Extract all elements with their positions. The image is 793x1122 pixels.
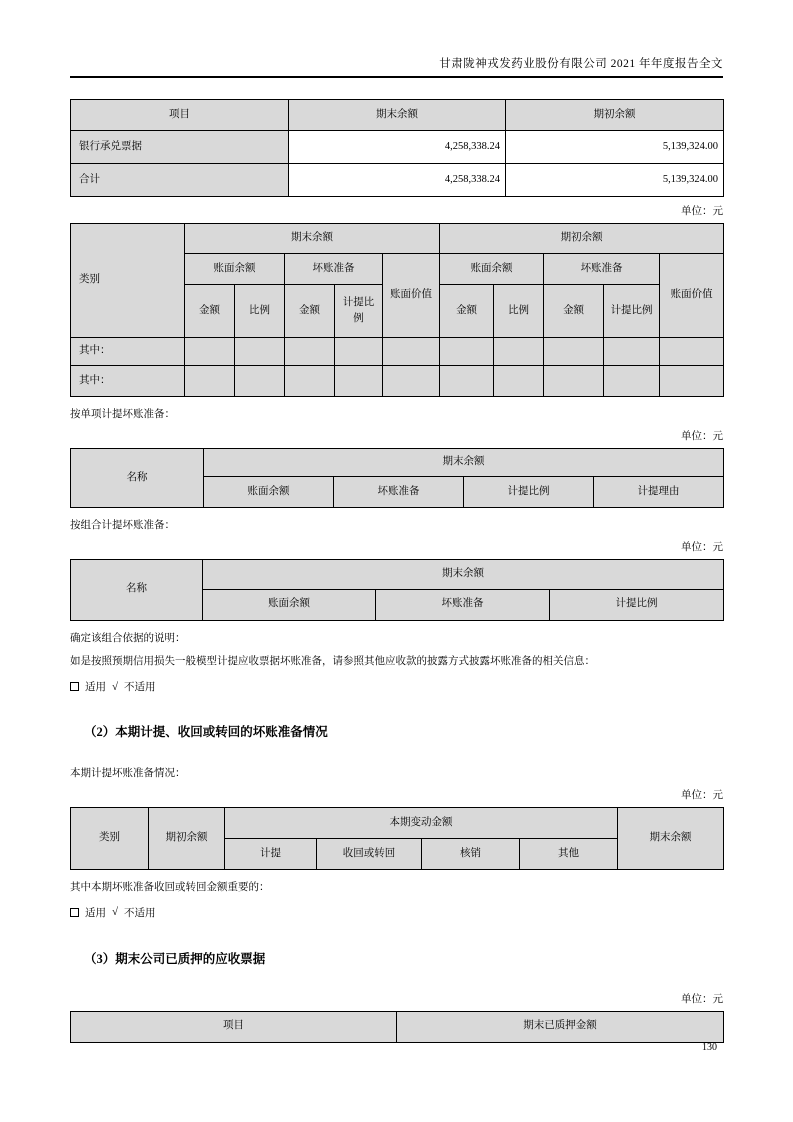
bills-summary-table — [70, 99, 724, 197]
bad-debt-classification-table — [70, 223, 724, 397]
subheader-other: 其他 — [520, 838, 618, 869]
empty-cell — [383, 338, 440, 366]
col-header-pledged-amount: 期末已质押金额 — [397, 1011, 724, 1042]
beginning-balance-value: 5,139,324.00 — [506, 131, 724, 164]
empty-cell — [185, 338, 235, 366]
applicable-label: 适用 — [85, 907, 106, 919]
applicability-line — [70, 905, 723, 920]
unit-label: 单位：元 — [681, 206, 723, 217]
col-header-name: 名称 — [71, 559, 203, 620]
group-header-ending: 期末余额 — [185, 224, 440, 254]
subheader-recover-reverse: 收回或转回 — [317, 838, 422, 869]
leaf-header-amount-3: 金额 — [440, 285, 494, 338]
col-header-name: 名称 — [71, 448, 204, 507]
col-header-item: 项目 — [71, 1011, 397, 1042]
leaf-header-ratio-2: 比例 — [494, 285, 544, 338]
ecl-model-note: 如是按照预期信用损失一般模型计提应收票据坏账准备，请参照其他应收款的披露方式披露坏账准备的相关信息： — [70, 656, 595, 668]
section-3-heading: （3）期末公司已质押的应收票据 — [84, 951, 266, 966]
row-label: 其中： — [71, 366, 185, 397]
group-header-change: 本期变动金额 — [225, 807, 618, 838]
empty-cell — [383, 366, 440, 397]
applicable-label: 适用 — [85, 682, 106, 693]
empty-cell — [235, 366, 285, 397]
unit-label: 单位：元 — [681, 993, 723, 1005]
subheader-book-value-2: 账面价值 — [660, 254, 724, 338]
empty-cell — [544, 366, 604, 397]
unit-label: 单位：元 — [681, 789, 723, 801]
group-header-ending: 期末余额 — [203, 559, 724, 589]
subheader-provision-reason: 计提理由 — [594, 476, 724, 507]
single-item-provision-table — [70, 448, 724, 508]
empty-cell — [285, 338, 335, 366]
subheader-book-balance: 账面余额 — [185, 254, 285, 285]
leaf-header-amount-2: 金额 — [285, 285, 335, 338]
empty-cell — [604, 366, 660, 397]
subheader-book-balance: 账面余额 — [204, 476, 334, 507]
single-item-intro: 按单项计提坏账准备： — [70, 409, 175, 420]
not-applicable-label: 不适用 — [124, 682, 156, 693]
empty-cell — [335, 366, 383, 397]
checkbox-icon — [70, 908, 79, 917]
portfolio-intro: 按组合计提坏账准备： — [70, 519, 175, 531]
empty-cell — [604, 338, 660, 366]
subheader-bad-debt-provision: 坏账准备 — [285, 254, 383, 285]
portfolio-provision-table — [70, 559, 724, 621]
empty-cell — [440, 366, 494, 397]
table-row — [71, 131, 724, 164]
leaf-header-amount-4: 金额 — [544, 285, 604, 338]
applicability-line — [70, 679, 723, 694]
section-2-heading: （2）本期计提、收回或转回的坏账准备情况 — [84, 725, 328, 739]
header-row-1 — [71, 807, 724, 838]
empty-cell — [494, 366, 544, 397]
header-row — [71, 1011, 724, 1042]
subheader-provision-ratio: 计提比例 — [550, 589, 724, 620]
important-recovery-note: 其中本期坏账准备收回或转回金额重要的： — [70, 881, 270, 893]
matrix-header-row-1 — [71, 224, 724, 254]
checkbox-icon — [70, 682, 79, 691]
check-mark-icon: √ — [112, 906, 119, 918]
not-applicable-label: 不适用 — [124, 907, 156, 919]
group-header-ending: 期末余额 — [204, 448, 724, 476]
subheader-book-value: 账面价值 — [383, 254, 440, 338]
provision-change-table — [70, 807, 724, 870]
report-header-title: 甘肃陇神戎发药业股份有限公司 2021 年年度报告全文 — [70, 0, 723, 78]
table-header-row — [71, 100, 724, 131]
empty-cell — [660, 366, 724, 397]
ending-balance-total: 4,258,338.24 — [289, 164, 506, 197]
unit-label: 单位：元 — [681, 430, 723, 442]
subheader-bad-debt-provision-2: 坏账准备 — [544, 254, 660, 285]
subheader-book-balance-2: 账面余额 — [440, 254, 544, 285]
check-mark-icon: √ — [112, 680, 119, 693]
header-row-1 — [71, 448, 724, 476]
header-row-1 — [71, 559, 724, 589]
subheader-provision-ratio: 计提比例 — [464, 476, 594, 507]
empty-cell — [544, 338, 604, 366]
leaf-header-provision-ratio: 计提比例 — [335, 285, 383, 338]
leaf-header-provision-ratio-2: 计提比例 — [604, 285, 660, 338]
empty-cell — [494, 338, 544, 366]
col-header-beginning-balance: 期初余额 — [506, 100, 724, 131]
empty-cell — [235, 338, 285, 366]
col-header-ending-balance: 期末余额 — [289, 100, 506, 131]
beginning-balance-total: 5,139,324.00 — [506, 164, 724, 197]
col-header-item: 项目 — [71, 100, 289, 131]
table-row-total — [71, 164, 724, 197]
leaf-header-ratio: 比例 — [235, 285, 285, 338]
matrix-body-row-2 — [71, 366, 724, 397]
subheader-write-off: 核销 — [422, 838, 520, 869]
row-label: 其中： — [71, 338, 185, 366]
unit-label: 单位：元 — [681, 541, 723, 553]
leaf-header-amount: 金额 — [185, 285, 235, 338]
page-number: 130 — [702, 1042, 717, 1053]
row-label-total: 合计 — [71, 164, 289, 197]
provision-situation-intro: 本期计提坏账准备情况： — [70, 768, 186, 779]
pledged-notes-table — [70, 1011, 724, 1043]
empty-cell — [285, 366, 335, 397]
empty-cell — [335, 338, 383, 366]
col-header-beginning: 期初余额 — [149, 807, 225, 869]
ending-balance-value: 4,258,338.24 — [289, 131, 506, 164]
empty-cell — [440, 338, 494, 366]
subheader-bad-debt-provision: 坏账准备 — [334, 476, 464, 507]
subheader-bad-debt-provision: 坏账准备 — [376, 589, 550, 620]
subheader-accrual: 计提 — [225, 838, 317, 869]
subheader-book-balance: 账面余额 — [203, 589, 376, 620]
col-header-category: 类别 — [71, 224, 185, 338]
col-header-ending: 期末余额 — [618, 807, 724, 869]
portfolio-basis-note: 确定该组合依据的说明： — [70, 632, 186, 644]
matrix-body-row-1 — [71, 338, 724, 366]
col-header-category: 类别 — [71, 807, 149, 869]
group-header-beginning: 期初余额 — [440, 224, 724, 254]
row-label: 银行承兑票据 — [71, 131, 289, 164]
empty-cell — [660, 338, 724, 366]
empty-cell — [185, 366, 235, 397]
